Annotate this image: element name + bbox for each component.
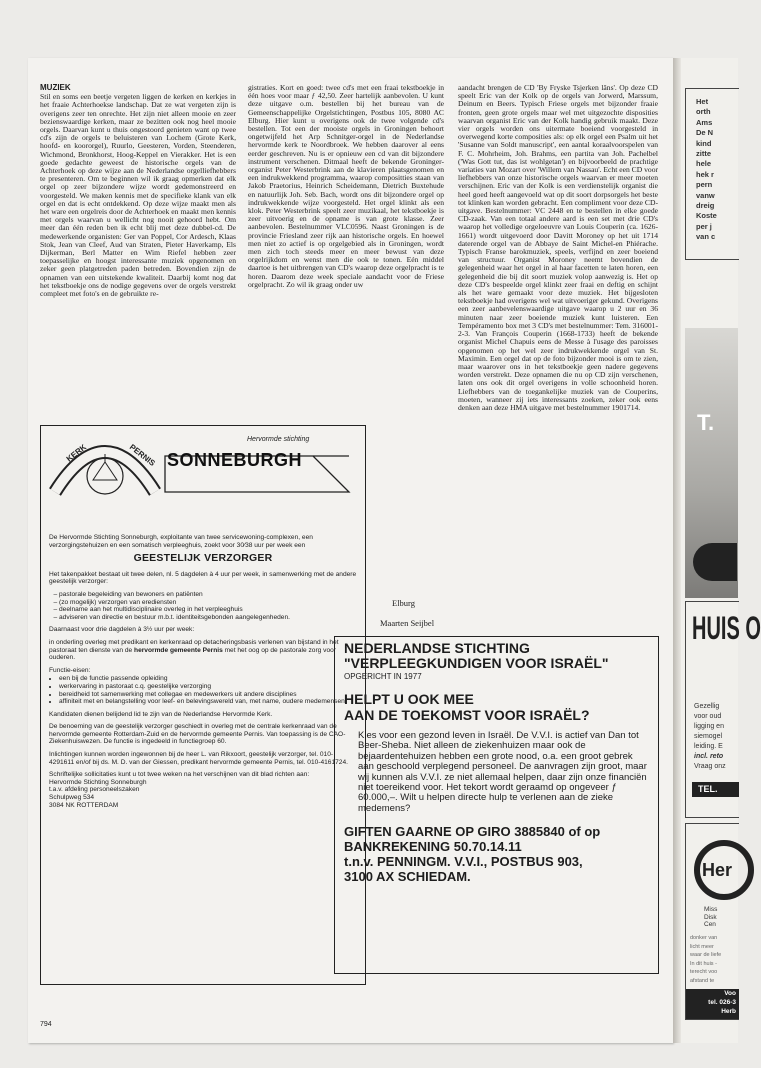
ad-pastorate [49,639,357,662]
task-list [49,591,357,621]
list-item: • bereidheid tot samenwerking met collegae en medewerkers uit andere disciplines [59,691,357,699]
snippet-line: waar de liefe [690,952,722,958]
donation-line: GIFTEN GAARNE OP GIRO 3885840 of op [344,824,601,840]
article-column-3 [458,84,658,604]
snippet-line: zitte [696,149,711,159]
ad-membership: Kandidaten dienen belijdend lid te zijn van de Nederlandse Hervormde Kerk. [49,710,273,718]
adjacent-box-3-title: HUIS O [692,612,761,648]
article-text-3: aandacht brengen de CD 'By Fryske Tsjerken lâns'. Op deze CD speelt Eric van der Kolk op de orgels van Jorwerd, Marssum, Deinum en Beers. Typisch Friese orgels met bijzonder fraaie fronten, geen grote orgels maar wel met uitgezochte disposities waarvan organist Eric van der Kolk handig gebruik maakt. Deze vier orgels worden ons uitermate boeiend voorgesteld in overwegend korte composities als: op elk orgel een Psalm uit het 'Susanne van Soldt manuscript', een aantal koraalvoorspelen van F. C. Mohrheim, Joh. Brahms, een partita van Joh. Pachelbel ('Was Gott tut, das ist wohlgetan') en bijvoorbeeld de prachtige variaties van Mozart over 'Willem van Nassau'. Echt een CD voor liefhebbers van onze historische orgels waarvan er meer moeten verschijnen. Eric van der Kolk is een verdienstelijk organist die heel goed heeft aangevoeld wat op dit soort dorpsorgels het beste tot klinken kan worden gebracht. Een compliment voor deze CD-uitgave. Bestelnummer: VC 2448 en te bestellen in elke goede CD-zaak. Van een totaal andere aard is een set met drie CD's waarop het volledige orgeloeuvre van Louis Couperin (ca. 1626-1661) wordt uitgevoerd door Davitt Moroney op het uit 1714 daterende orgel van de Abbaye de Saint Michel-en Phiérache. Typisch Franse barokmuziek, speels, verfijnd en zeer boeiend van structuur. Organist Moroney neemt bovendien de gelegenheid waar het orgel in al haar facetten te laten horen, een gelegenheid die bij dit soort muziek volop aanwezig is. Het op deze CD's bespeelde orgel klinkt zeer fraai en deftig en schijnt als het ware gemaakt voor deze muziek. Het bijgesloten tekstboekje had overigens wel wat uitvoeriger gekund. Overigens een zeer aanbevelenswaardige uitgave waarop u 2 uur en 36 minuten naar zeer boeiende muziek kunt luisteren. Een Tempéramento box met 3 CD's met bestelnummer: Tem. 316001-2-3. Van François Couperin (1668-1733) heeft de bekende organist Michel Chapuis eens de Messe à l'usage des paroisses opgenomen op het wel zeer indrukwekkende orgel van St. Maximin. Een orgel dat op de foto bijzonder mooi is om te zien, maar waarover ons in het tekstboekje geen nadere gegevens worden verstrekt. Deze opnamen die nu op CD zijn verschenen, laten ons ook dit orgel overigens in volle schoonheid horen. Liefhebbers van de toegankelijke muziek van de Couperins, moeten, wanneer zij iets interessants zoeken, zeker ook eens denken aan deze HMA uitgave met bestelnummer 1901714. [458,83,659,412]
article-author: Maarten Seijbel [380,618,435,628]
address-line: 3084 NK ROTTERDAM [49,801,119,809]
snippet-line: vanw [696,190,715,200]
snippet-line: ligging en [694,723,724,730]
foundation-small-title: Hervormde stichting [247,436,310,443]
snippet-line: hele [696,159,712,169]
ad-application: Schriftelijke sollicitaties kunt u tot twee weken na het verschijnen van dit blad richten aan: [49,771,310,779]
article-place: Elburg [392,598,415,608]
list-item: • affiniteit met en belangstelling voor leef- en belevingswereld van, met name, oudere medemensen. [59,698,357,706]
adjacent-page-edge [681,58,761,1043]
adjacent-box-4 [685,823,739,1020]
kerkzegel-seal-logo [49,432,161,496]
article-heading: MUZIEK [40,83,71,92]
foundation-name: SONNEBURGH [167,450,303,470]
vvi-donation-info [344,824,649,884]
donation-line: BANKREKENING 50.70.14.11 [344,839,522,855]
snippet-line: Gezellig [694,703,720,710]
vvi-help-line-2: AAN DE TOEKOMST VOOR ISRAËL? [344,707,590,723]
address-line: Schulpweg 534 [49,794,95,802]
ad-extra-hours: Daarnaast voor drie dagdelen à 3½ uur per week: [49,626,195,634]
pastorate-bold: hervormde gemeente Pernis [134,646,223,654]
snippet-line: orth [696,107,711,117]
requirements-list [49,675,357,705]
sonneburgh-ad-body [41,534,365,809]
list-item: – adviseren van directie en bestuur m.b.t. identiteitsgebonden aangelegenheden. [59,614,357,622]
adjacent-photo-letter: T. [697,410,715,435]
snippet-line: hek r [696,169,714,179]
snippet-line: Disk [704,913,717,921]
snippet-line: voor oud [694,713,722,720]
vvi-founded: OPGERICHT IN 1977 [344,672,422,681]
snippet-line: licht meer [690,943,714,950]
snippet-line: Het [696,97,709,106]
page-gutter [673,58,681,1043]
ad-task-intro: Het takenpakket bestaat uit twee delen, nl. 5 dagdelen à 4 uur per week, in samenwerking met de andere geestelijk verzorger: [49,570,357,586]
job-title: GEESTELIJK VERZORGER [133,552,273,565]
snippet-line: Miss [704,906,718,913]
vvi-ad-body [335,637,658,888]
snippet-line: terecht voo [690,969,718,975]
snippet-line: De N [696,128,714,138]
vvi-help-heading [344,691,649,723]
snippet-line: siemogel [694,733,723,740]
article-column-1 [40,84,236,416]
svg-text:PERNIS: PERNIS [127,442,157,468]
snippet-line: Vraag onz [694,763,726,770]
vvi-body-text: Kies voor een gezond leven in Israël. De V.V.I. is actief van Dan tot Beer-Sheba. Niet alleen de ziekenhuizen maar ook de bejaardentehuizen hebben een grote nood, o.a. een groot gebrek aan geschoold verplegend personeel. De aanvragen zijn groot, maar wij kunnen als V.V.I. ze niet allemaal helpen, daar zijn onze financiën niet toereikend voor. Het tekort wordt geraamd op ongeveer ƒ 60.000,–. Wilt u helpen directe hulp te verlenen aan de zieke medemens? [358,730,647,814]
article-text-1: Stil en soms een beetje vergeten liggen de kerken en kerkjes in het fraaie Achterhoekse landschap. Dat ze wat vergeten zijn is overigens zeer ten onrechte. Het zijn niet alleen mooie en zeer bezienswaardige kerken, maar ze bezitten ook nog heel mooie orgels. Daarvan kunt u thuis ongestoord genieten want op twee cd's zijn de orgels te beluisteren van Lochem (Grote Kerk, hoofd- en koororgel), Ruurlo, Geesteren, Vorden, Steenderen, Wichmond, Bronkhorst, Hoog-Keppel en Vierakker. Het is een goede gedachte geweest de historische orgels van de Achterhoek op deze wijze aan de Nederlandse orgelliefhebbers te presenteren. Om te beginnen wil ik graag opmerken dat elk orgel op zeer bijzondere wijze wordt gedemonstreerd en voorgesteld. We maken kennis met de specifieke klank van elk orgel en dat is echt ontdekkend. Op deze wijze maakt men als het ware een orgelreis door de Achterhoek en maakt men kennis met orgels waarvan u wellicht nog nooit gehoord hebt. Om meer dan één reden ben ik echt blij met deze dubbel-cd. De medewerkende organisten: Ger van Poppel, Cor Ardesch, Klaas Stok, Jean van Cleef, Aud van Straten, Pieter Haverkamp, Els Dijkerman, Berl Matter en Wim Riefel hebben zeer toepasselijke en hoogst interessante muziek opgenomen en zeker geen platgetreden paden betreden. Bovendien zijn de opnamen van een uitstekende kwaliteit. Daarbij komt nog dat het tekstboekje ons de nodige gegevens over de orgels verstrekt compleet met foto's en de gebruikte re- [40,92,236,299]
svg-text:KERK: KERK [64,442,89,464]
list-item: • werkervaring in pastoraat c.q. geestelijke verzorging [59,683,357,691]
snippet-line: van c [696,232,716,242]
snippet-line: Voo [724,990,736,997]
ad-appointment: De benoeming van de geestelijk verzorger geschiedt in overleg met de centrale kerkenraad van de hervormde gemeente Rotterdam-Zuid en de hervormde gemeente Pernis. Van toepassing is de CAO-Ziekenhuiswezen. De functie is ingedeeld in functiegroep 60. [49,723,346,746]
list-item: • een bij de functie passende opleiding [59,675,357,683]
snippet-line: leiding. E [694,743,723,750]
adjacent-logo-text: Her [702,860,733,880]
page-number: 794 [40,1021,52,1028]
adjacent-photo [685,328,738,598]
snippet-line: In dit huis - [690,960,717,967]
vvi-title-1: NEDERLANDSE STICHTING [344,640,530,656]
list-item: – deelname aan het multidisciplinaire overleg in het verpleeghuis [59,606,357,614]
snippet-line: Ams [696,117,713,127]
list-item: – pastorale begeleiding van bewoners en patiënten [59,591,357,599]
article-text-2: gistraties. Kort en goed: twee cd's met een fraai tekstboekje in één hoes voor maar ƒ 42,50. Zeer hartelijk aanbevolen. U kunt deze uitgave o.m. bestellen bij het bureau van de Gemeenschappelijke Orgelstichtingen, Postbus 105, 8080 AC Elburg. Hier kunt u overigens ook de twee volgende cd's bestellen. Tot een der mooiste orgels in Groningen behoort ongetwijfeld het Arp Schnitger-orgel in de Nederlandse hervormde kerk te Noordbroek. We hebben daarover al eens eerder geschreven. Nu is er opnieuw een cd van dit bijzondere instrument verschenen. Ditmaal heeft de bekende Groninger-organist Peter Westerbrink aan de klavieren plaatsgenomen en een indrukwekkend programma, waarop compositties staan van Jakob Praetorius, Heinrich Scheidemann, Dietrich Buxtehude en natuurlijk Joh. Seb. Bach, wordt ons dit bijzondere orgel op indrukwekkende wijze voorgesteld. Het orgel klinkt als een klok. Peter Westerbrink speelt zeer muzikaal, het tekstboekje is zeer uitvoerig en de opname is van grote klasse. Zeer aanbevolen. Bestelnummer VLC0596. Naast Groningen is de provincie Friesland zeer rijk aan historische orgels. En hoewel men niet zo actief is op orgelgebied als in Groningen, wordt men zich toch steeds meer en meer bewust van deze orgelrijkdom en wenst men die ook te tonen. Eén middel daartoe is het uitbrengen van CD's waarop deze orgelpracht is te horen. Daarom deze week speciale aandacht voor de Friese orgelpracht. Zo wil ik graag onder uw [248,83,444,289]
snippet-line: per j [696,221,712,231]
adjacent-photo-emblem [693,543,737,581]
snippet-line: Herb [721,1008,736,1015]
ad-logo-row [41,426,365,534]
adjacent-tel-bar: TEL. [692,782,739,797]
ad-intro: De Hervormde Stichting Sonneburgh, exploitante van twee servicewoning-complexen, een verzorgingstehuizen en een somatisch verpleeghuis, zoekt voor 30⁄38 uur per week een [49,534,313,549]
snippet-line: tel. 026-3 [708,999,736,1006]
ad-requirements-label: Functie-eisen: [49,666,91,674]
snippet-line: Koste [696,211,717,221]
address-line: t.a.v. afdeling personeelszaken [49,786,140,794]
snippet-line: Cen [704,921,716,929]
vvi-help-line-1: HELPT U OOK MEE [344,691,474,707]
pastorate-text-end: met het oog op de pastorale zorg voor ouderen. [49,646,336,662]
adjacent-box-3 [685,601,761,818]
address-line: Hervormde Stichting Sonneburgh [49,778,147,786]
donation-line: t.n.v. PENNINGM. V.V.I., POSTBUS 903, [344,854,583,870]
vvi-israel-ad [334,636,659,974]
pastorate-text: in onderling overleg met predikant en kerkenraad op detacheringsbasis verlenen van bijstand in het pastoraat ten dienste van de [49,638,339,654]
adjacent-footer-bar [686,989,739,1019]
snippet-line: kind [696,138,712,148]
snippet-line: dreig [696,201,715,211]
donation-line: 3100 AX SCHIEDAM. [344,869,471,885]
ad-information: Inlichtingen kunnen worden ingewonnen bij de heer L. van Rikxoort, geestelijk verzorger, tel. 010-4291611 en/of bij ds. M. D. van der Giessen, predikant hervormde gemeente Pernis, tel. 010-4161724. [49,751,348,766]
snippet-line: afstand te [690,977,715,984]
article-column-2 [248,84,444,416]
snippet-line: pern [696,180,713,190]
sonneburgh-job-ad [40,425,366,985]
snippet-line: donker van [690,935,718,941]
ad-address [49,779,357,809]
list-item: – (zo mogelijk) verzorgen van erediensten [59,599,357,607]
adjacent-box-1 [685,88,739,260]
snippet-line: incl. reto [694,753,724,760]
vvi-title-2: "VERPLEEGKUNDIGEN VOOR ISRAËL" [344,654,609,671]
